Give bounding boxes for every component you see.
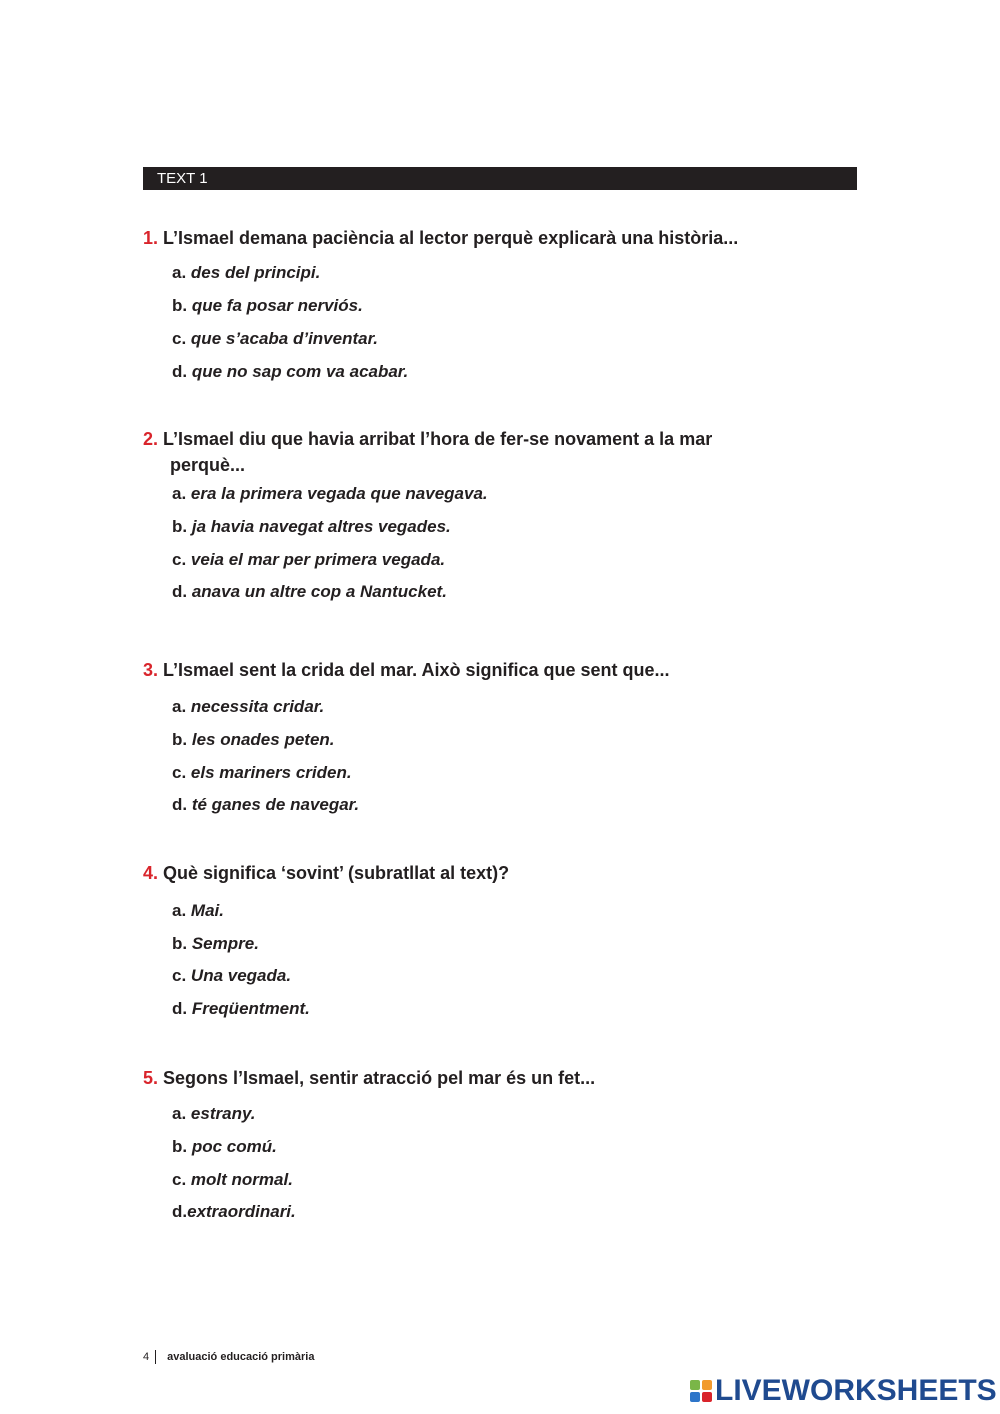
option-2b[interactable]: b. ja havia navegat altres vegades. [172,517,451,536]
question-4 [143,860,803,886]
question-3 [143,657,803,683]
logo-square-green [690,1380,700,1390]
option-1b[interactable]: b. que fa posar nerviós. [172,296,363,315]
question-2 [143,426,803,478]
option-3d[interactable]: d. té ganes de navegar. [172,795,360,814]
question-5 [143,1065,803,1091]
logo-square-red [702,1392,712,1402]
section-header-bar [143,167,857,190]
option-4c[interactable]: c. Una vegada. [172,966,292,985]
page-footer [143,1350,314,1364]
option-2a[interactable]: a. era la primera vegada que navegava. [172,484,488,503]
liveworksheets-logo [690,1374,997,1408]
page-number: 4 [143,1351,150,1363]
option-5d[interactable]: d.extraordinari. [172,1202,296,1221]
question-number: 4. [143,863,159,883]
option-3b[interactable]: b. les onades peten. [172,730,335,749]
option-4a[interactable]: a. Mai. [172,901,224,920]
footer-divider [155,1350,156,1364]
option-3a[interactable]: a. necessita cridar. [172,697,325,716]
option-2c[interactable]: c. veia el mar per primera vegada. [172,550,446,569]
option-1c[interactable]: c. que s’acaba d’inventar. [172,329,378,348]
option-3c[interactable]: c. els mariners criden. [172,763,352,782]
section-title: TEXT 1 [157,170,208,187]
question-text: L’Ismael demana paciència al lector perquè explicarà una història... [163,228,739,248]
option-4b[interactable]: b. Sempre. [172,934,259,953]
question-number: 2. [143,429,159,449]
question-text: Segons l’Ismael, sentir atracció pel mar és un fet... [163,1068,596,1088]
option-5b[interactable]: b. poc comú. [172,1137,277,1156]
logo-grid-icon [690,1380,712,1402]
question-number: 1. [143,228,159,248]
footer-title: avaluació educació primària [167,1351,315,1363]
brand-name: LIVEWORKSHEETS [715,1374,997,1407]
question-number: 3. [143,660,159,680]
question-number: 5. [143,1068,159,1088]
question-text: L’Ismael sent la crida del mar. Això significa que sent que... [163,660,670,680]
option-2d[interactable]: d. anava un altre cop a Nantucket. [172,582,447,601]
option-5c[interactable]: c. molt normal. [172,1170,293,1189]
question-1 [143,225,803,251]
question-text: L’Ismael diu que havia arribat l’hora de fer-se novament a la mar perquè... [163,429,713,475]
logo-square-blue [690,1392,700,1402]
logo-square-orange [702,1380,712,1390]
option-4d[interactable]: d. Freqüentment. [172,999,310,1018]
option-5a[interactable]: a. estrany. [172,1104,256,1123]
option-1a[interactable]: a. des del principi. [172,263,321,282]
question-text: Què significa ‘sovint’ (subratllat al text)? [163,863,510,883]
option-1d[interactable]: d. que no sap com va acabar. [172,362,409,381]
